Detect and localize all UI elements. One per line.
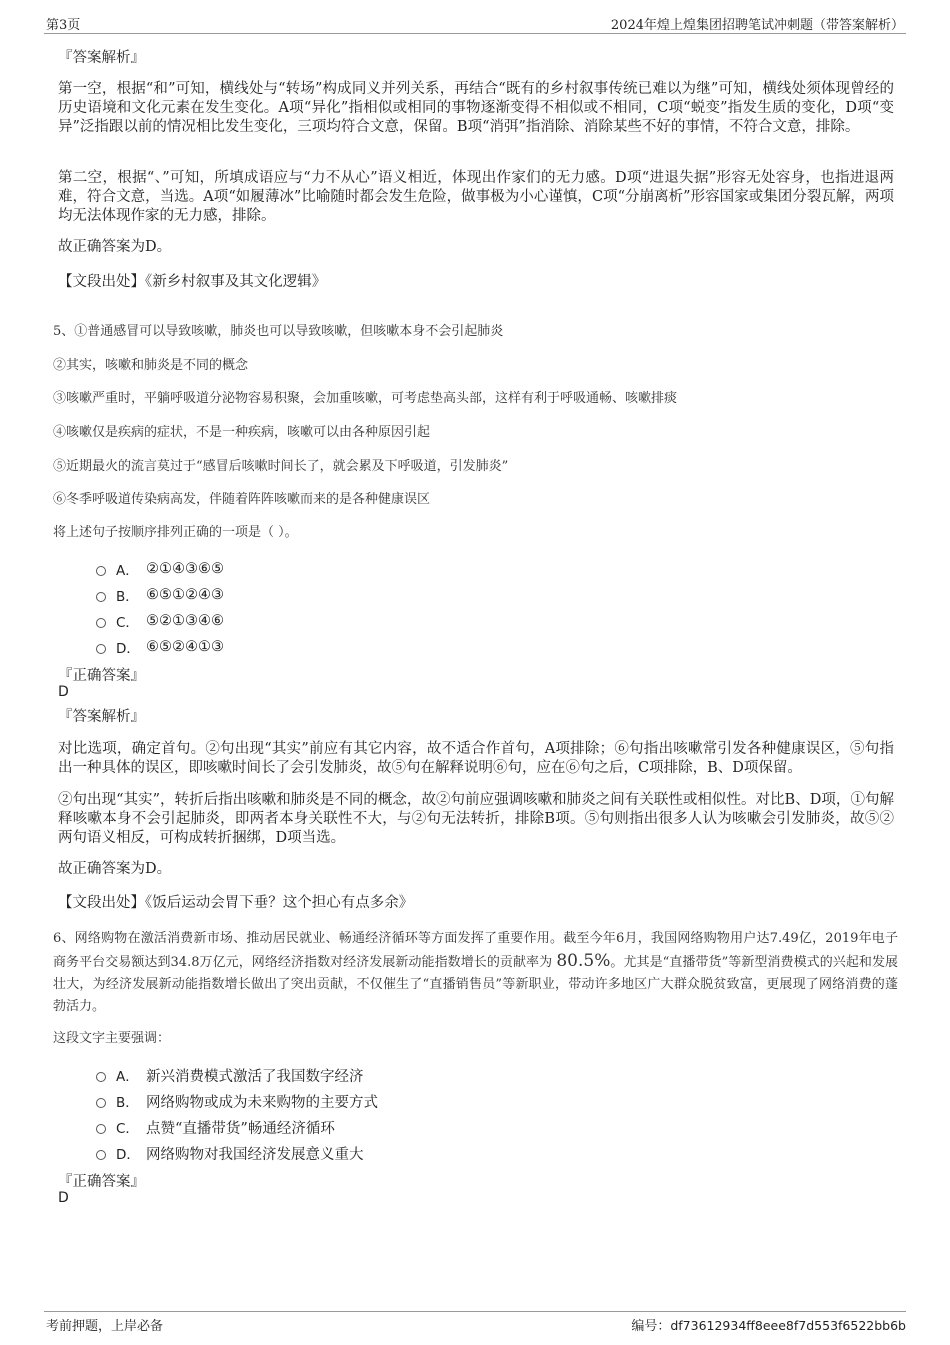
- option-text: ⑤②①③④⑥: [146, 613, 224, 629]
- radio-icon[interactable]: [96, 644, 106, 654]
- q5-sentence-4: ④咳嗽仅是疾病的症状，不是一种疾病，咳嗽可以由各种原因引起: [53, 425, 431, 440]
- q5-option-a[interactable]: [96, 558, 224, 580]
- radio-icon[interactable]: [96, 1150, 106, 1160]
- q6-option-c[interactable]: [96, 1116, 335, 1138]
- option-text: 点赞“直播带货”畅通经济循环: [146, 1120, 335, 1137]
- q6-option-b[interactable]: [96, 1090, 378, 1112]
- radio-icon[interactable]: [96, 566, 106, 576]
- q6-option-a[interactable]: [96, 1064, 364, 1086]
- q5-sentence-6: ⑥冬季呼吸道传染病高发，伴随着阵阵咳嗽而来的是各种健康误区: [53, 492, 431, 507]
- q5-conclusion: 故正确答案为D。: [58, 861, 172, 877]
- q5-option-c[interactable]: [96, 610, 224, 632]
- q5-source-title: 《饭后运动会胃下垂？这个担心有点多余》: [145, 895, 414, 911]
- q5-correct-label: 『正确答案』: [58, 668, 145, 684]
- code-label: 编号：: [631, 1319, 671, 1334]
- document-title: 2024年煌上煌集团招聘笔试冲刺题（带答案解析）: [610, 18, 904, 33]
- header-divider: [44, 33, 906, 34]
- radio-icon[interactable]: [96, 618, 106, 628]
- option-letter: C．: [116, 615, 139, 631]
- document-code: [631, 1315, 906, 1334]
- option-letter: B．: [116, 589, 139, 605]
- q5-sentence-3: ③咳嗽严重时，平躺呼吸道分泌物容易积聚，会加重咳嗽，可考虑垫高头部，这样有利于呼吸通畅、咳嗽排痰: [53, 391, 678, 406]
- q4-source-label: 【文段出处】: [58, 274, 145, 290]
- option-text: ⑥⑤①②④③: [146, 587, 224, 603]
- q5-source: [58, 893, 894, 913]
- option-letter: C．: [116, 1121, 139, 1137]
- option-letter: D．: [116, 641, 140, 657]
- q5-analysis-paragraph-2: ②句出现“其实”，转折后指出咳嗽和肺炎是不同的概念，故②句前应强调咳嗽和肺炎之间有关联性或相似性。对比B、D项，①句解释咳嗽本身不会引起肺炎，即两者本身关联性不大，与②句无法转折，排除B项。⑤句则指出很多人认为咳嗽会引发肺炎，故⑤②两句语义相反，可构成转折捆绑，D项当选。: [58, 792, 894, 846]
- q6-passage-part-1: 6、网络购物在激活消费新市场、推动居民就业、畅通经济循环等方面发挥了重要作用。截至今年6月，我国网络购物用户达7.49亿，2019年电子商务平台交易额达到34.8万亿元，网络经济指数对经济发展新动能指数增长的贡献率为: [53, 931, 898, 970]
- q5-option-b[interactable]: [96, 584, 224, 606]
- radio-icon[interactable]: [96, 592, 106, 602]
- option-letter: A．: [116, 1069, 139, 1085]
- option-text: 网络购物或成为未来购物的主要方式: [146, 1094, 378, 1111]
- q5-analysis-label: 『答案解析』: [58, 709, 145, 725]
- q6-correct-answer: D: [58, 1190, 69, 1206]
- page-number: 第3页: [46, 18, 81, 33]
- q6-passage: [53, 928, 898, 1018]
- q5-analysis-paragraph-1: 对比选项，确定首句。②句出现“其实”前应有其它内容，故不适合作首句，A项排除；⑥句指出咳嗽常引发各种健康误区，⑤句指出一种具体的误区，即咳嗽时间长了会引发肺炎，故⑤句在解释说明⑥句，应在⑥句之后，C项排除，B、D项保留。: [58, 741, 894, 776]
- radio-icon[interactable]: [96, 1124, 106, 1134]
- q5-sentence-1: 5、①普通感冒可以导致咳嗽，肺炎也可以导致咳嗽，但咳嗽本身不会引起肺炎: [53, 324, 504, 339]
- q4-analysis-paragraph-2: 第二空，根据“、”可知，所填成语应与“力不从心”语义相近，体现出作家们的无力感。D项“进退失据”形容无处容身，也指进退两难，符合文意，当选。A项“如履薄冰”比喻随时都会发生危险，做事极为小心谨慎，C项“分崩离析”形容国家或集团分裂瓦解，两项均无法体现作家的无力感，排除。: [58, 170, 894, 224]
- q6-stem: 这段文字主要强调：: [53, 1031, 171, 1046]
- q4-source: [58, 272, 894, 292]
- code-value: df73612934ff8eee8f7d553f6522bb6b: [670, 1318, 906, 1333]
- q6-contribution-rate: 80.5%: [556, 951, 611, 971]
- option-letter: D．: [116, 1147, 140, 1163]
- option-letter: A．: [116, 563, 139, 579]
- footer-slogan: 考前押题，上岸必备: [46, 1319, 164, 1334]
- radio-icon[interactable]: [96, 1072, 106, 1082]
- option-letter: B．: [116, 1095, 139, 1111]
- option-text: 网络购物对我国经济发展意义重大: [146, 1146, 364, 1163]
- radio-icon[interactable]: [96, 1098, 106, 1108]
- q4-analysis-paragraph-1: 第一空，根据“和”可知，横线处与“转场”构成同义并列关系，再结合“既有的乡村叙事传统已难以为继”可知，横线处须体现曾经的历史语境和文化元素在发生变化。A项“异化”指相似或相同的事物逐渐变得不相似或不相同，C项“蜕变”指发生质的变化，D项“变异”泛指跟以前的情况相比发生变化，三项均符合文意，保留。B项“消弭”指消除、消除某些不好的事情，不符合文意，排除。: [58, 81, 894, 135]
- q6-correct-label: 『正确答案』: [58, 1174, 145, 1190]
- q5-option-d[interactable]: [96, 636, 224, 658]
- footer-divider: [44, 1311, 906, 1312]
- q6-passage-part-2: 。尤其是“直播带货”等新型消费模式的兴起和发展壮大，为经济发展新动能指数增长做出了突出贡献，不仅催生了“直播销售员”等新职业，带动许多地区广大群众脱贫致富，更展现了网络消费的蓬勃活力。: [53, 955, 899, 1014]
- q5-source-label: 【文段出处】: [58, 895, 145, 911]
- q5-sentence-5: ⑤近期最火的流言莫过于“感冒后咳嗽时间长了，就会累及下呼吸道，引发肺炎”: [53, 459, 509, 474]
- q4-source-title: 《新乡村叙事及其文化逻辑》: [145, 274, 327, 290]
- q4-analysis-label: 『答案解析』: [58, 50, 145, 66]
- option-text: ⑥⑤②④①③: [146, 639, 224, 655]
- q5-correct-answer: D: [58, 684, 69, 700]
- q5-stem: 将上述句子按顺序排列正确的一项是（ ）。: [53, 525, 298, 540]
- q4-conclusion: 故正确答案为D。: [58, 239, 172, 255]
- q6-option-d[interactable]: [96, 1142, 364, 1164]
- option-text: ②①④③⑥⑤: [146, 561, 224, 577]
- option-text: 新兴消费模式激活了我国数字经济: [146, 1068, 364, 1085]
- q5-sentence-2: ②其实，咳嗽和肺炎是不同的概念: [53, 358, 249, 373]
